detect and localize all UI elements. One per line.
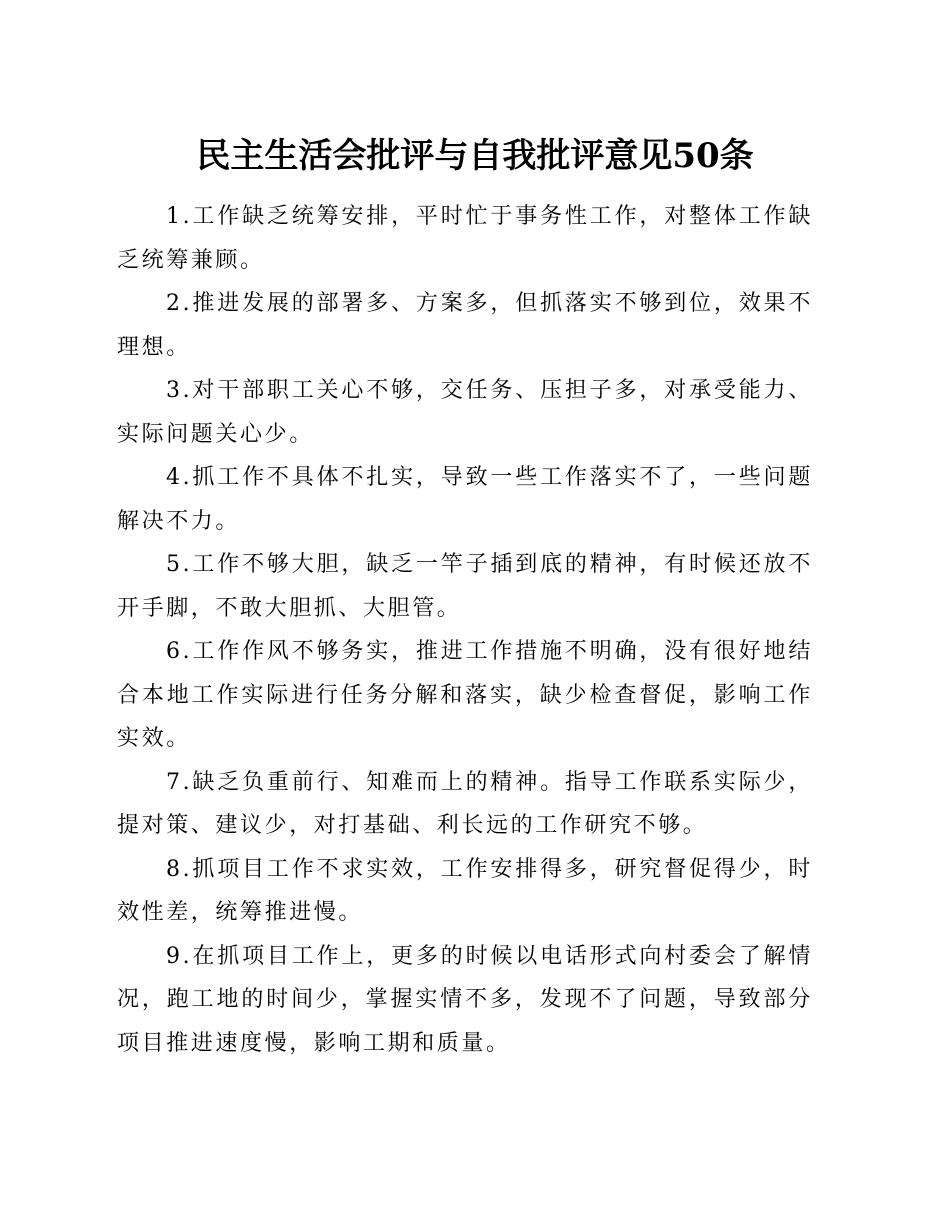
- list-item: 1.工作缺乏统筹安排，平时忙于事务性工作，对整体工作缺乏统筹兼顾。: [117, 204, 813, 273]
- list-item: 2.推进发展的部署多、方案多，但抓落实不够到位，效果不理想。: [117, 291, 813, 360]
- document-body: [117, 195, 813, 1065]
- list-item: 6.工作作风不够务实，推进工作措施不明确，没有很好地结合本地工作实际进行任务分解和落实，缺少检查督促，影响工作实效。: [117, 639, 813, 751]
- list-item: 5.工作不够大胆，缺乏一竿子插到底的精神，有时候还放不开手脚，不敢大胆抓、大胆管。: [117, 552, 813, 621]
- document-title: 民主生活会批评与自我批评意见50条: [196, 136, 754, 176]
- list-item: 9.在抓项目工作上，更多的时候以电话形式向村委会了解情况，跑工地的时间少，掌握实情不多，发现不了问题，导致部分项目推进速度慢，影响工期和质量。: [117, 943, 813, 1056]
- list-item: 4.抓工作不具体不扎实，导致一些工作落实不了，一些问题解决不力。: [117, 465, 813, 534]
- list-item: 3.对干部职工关心不够，交任务、压担子多，对承受能力、实际问题关心少。: [117, 378, 813, 447]
- list-item: 8.抓项目工作不求实效，工作安排得多，研究督促得少，时效性差，统筹推进慢。: [117, 856, 813, 925]
- list-item: 7.缺乏负重前行、知难而上的精神。指导工作联系实际少，提对策、建议少，对打基础、利长远的工作研究不够。: [117, 769, 813, 838]
